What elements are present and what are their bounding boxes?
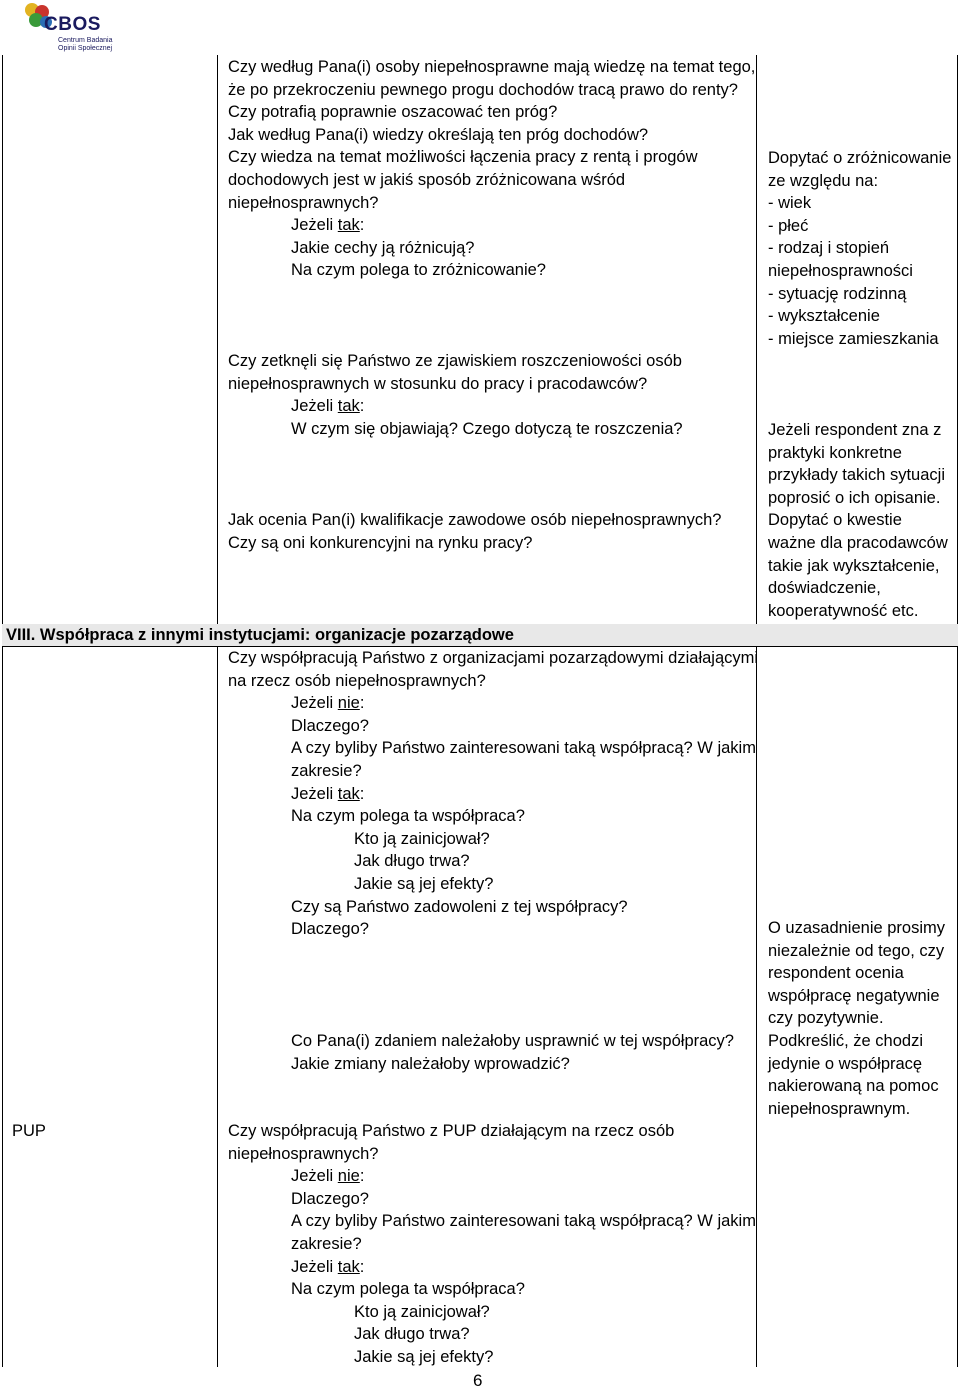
interviewer-note: - wykształcenie bbox=[768, 307, 880, 326]
interviewer-note: Dopytać o kwestie bbox=[768, 511, 902, 530]
sub-question: A czy byliby Państwo zainteresowani taką współpracą? W jakim bbox=[291, 739, 756, 758]
question-line: Czy zetknęli się Państwo ze zjawiskiem roszczeniowości osób bbox=[228, 352, 682, 370]
interviewer-note: takie jak wykształcenie, bbox=[768, 556, 940, 575]
question-line: dochodowych jest w jakiś sposób zróżnicowana wśród bbox=[228, 171, 626, 189]
condition-if-yes: Jeżeli tak: bbox=[291, 216, 365, 235]
question-line: Czy współpracują Państwo z PUP działającym na rzecz osób bbox=[228, 1122, 675, 1140]
interviewer-note: współpracę negatywnie bbox=[768, 986, 940, 1005]
interviewer-note: ważne dla pracodawców bbox=[768, 534, 948, 552]
cbos-logo bbox=[22, 0, 122, 54]
question-line: że po przekroczeniu pewnego progu dochodów tracą prawo do renty? bbox=[228, 80, 738, 99]
interviewer-note: - rodzaj i stopień bbox=[768, 239, 890, 258]
sub-question: Jakie zmiany należałoby wprowadzić? bbox=[291, 1054, 570, 1073]
sub-question: Na czym polega ta współpraca? bbox=[291, 1280, 525, 1299]
question-line: Czy są oni konkurencyjni na rynku pracy? bbox=[228, 533, 533, 552]
sub-sub-question: Kto ją zainicjował? bbox=[354, 829, 490, 848]
condition-no: nie bbox=[337, 694, 360, 713]
condition-if-no: Jeżeli nie: bbox=[291, 694, 365, 713]
interviewer-note: czy pozytywnie. bbox=[768, 1009, 884, 1028]
interviewer-note: kooperatywność etc. bbox=[768, 601, 919, 620]
question-line: Czy wiedza na temat możliwości łączenia pracy z rentą i progów bbox=[228, 148, 698, 167]
sub-question: Dlaczego? bbox=[291, 920, 369, 939]
sub-sub-question: Jak długo trwa? bbox=[354, 1325, 470, 1344]
interviewer-note: Dopytać o zróżnicowanie bbox=[768, 149, 952, 167]
condition-yes: tak bbox=[337, 1257, 360, 1276]
logo-subtitle-2: Opinii Społecznej bbox=[58, 45, 113, 52]
condition-if-yes: Jeżeli tak: bbox=[291, 1257, 365, 1276]
question-line: Jak według Pana(i) wiedzy określają ten próg dochodów? bbox=[228, 125, 649, 144]
interviewer-note: niepełnosprawnym. bbox=[768, 1099, 911, 1118]
sub-sub-question: Jak długo trwa? bbox=[354, 852, 470, 871]
condition-word: Jeżeli bbox=[291, 397, 334, 416]
table-divider-1 bbox=[217, 55, 218, 1367]
question-line: niepełnosprawnych? bbox=[228, 1144, 379, 1163]
condition-no: nie bbox=[337, 1167, 360, 1186]
condition-if-yes: Jeżeli tak: bbox=[291, 784, 365, 803]
interviewer-note: niezależnie od tego, czy bbox=[768, 941, 945, 960]
sub-question: zakresie? bbox=[291, 762, 362, 780]
logo-subtitle-1: Centrum Badania bbox=[58, 37, 113, 44]
interviewer-note: niepełnosprawności bbox=[768, 262, 913, 280]
condition-word: Jeżeli bbox=[291, 1167, 334, 1186]
sub-question: Na czym polega ta współpraca? bbox=[291, 807, 525, 826]
interviewer-note: jedynie o współpracę bbox=[768, 1054, 923, 1073]
interviewer-note: poprosić o ich opisanie. bbox=[768, 488, 941, 507]
table-divider-2 bbox=[756, 55, 757, 1367]
sub-question: W czym się objawiają? Czego dotyczą te roszczenia? bbox=[291, 419, 683, 438]
sub-sub-question: Jakie są jej efekty? bbox=[354, 875, 494, 893]
sub-question: Czy są Państwo zadowoleni z tej współpracy? bbox=[291, 897, 628, 916]
table-border-right bbox=[957, 55, 958, 1367]
sub-question: zakresie? bbox=[291, 1235, 362, 1253]
interviewer-note: nakierowaną na pomoc bbox=[768, 1077, 939, 1096]
condition-word: Jeżeli bbox=[291, 784, 334, 803]
condition-word: Jeżeli bbox=[291, 694, 334, 713]
question-line: niepełnosprawnych? bbox=[228, 193, 379, 212]
sub-sub-question: Kto ją zainicjował? bbox=[354, 1302, 490, 1321]
row-label-pup: PUP bbox=[12, 1122, 46, 1140]
interviewer-note: respondent ocenia bbox=[768, 964, 904, 983]
interviewer-note: - płeć bbox=[768, 216, 809, 235]
interviewer-note: Podkreślić, że chodzi bbox=[768, 1032, 923, 1050]
condition-word: Jeżeli bbox=[291, 1257, 334, 1276]
question-line: Czy współpracują Państwo z organizacjami pozarządowymi działającymi bbox=[228, 649, 759, 667]
condition-yes: tak bbox=[337, 784, 360, 803]
sub-sub-question: Jakie są jej efekty? bbox=[354, 1348, 494, 1366]
interviewer-note: praktyki konkretne bbox=[768, 443, 902, 462]
question-line: Jak ocenia Pan(i) kwalifikacje zawodowe osób niepełnosprawnych? bbox=[228, 511, 722, 529]
interviewer-note: - miejsce zamieszkania bbox=[768, 329, 939, 348]
sub-question: Dlaczego? bbox=[291, 716, 369, 735]
question-line: Czy według Pana(i) osoby niepełnosprawne mają wiedzę na temat tego, bbox=[228, 58, 756, 76]
sub-question: A czy byliby Państwo zainteresowani taką współpracą? W jakim bbox=[291, 1212, 756, 1231]
sub-question: Dlaczego? bbox=[291, 1189, 369, 1208]
interviewer-note: Jeżeli respondent zna z bbox=[768, 421, 942, 439]
condition-word: Jeżeli bbox=[291, 216, 334, 235]
interviewer-note: ze względu na: bbox=[768, 171, 879, 190]
interviewer-note: przykłady takich sytuacji bbox=[768, 466, 945, 485]
question-line: na rzecz osób niepełnosprawnych? bbox=[228, 671, 486, 690]
sub-question: Jakie cechy ją różnicują? bbox=[291, 238, 475, 257]
table-border-left bbox=[2, 55, 3, 1367]
question-line: niepełnosprawnych w stosunku do pracy i pracodawców? bbox=[228, 374, 648, 393]
question-line: Czy potrafią poprawnie oszacować ten próg? bbox=[228, 103, 558, 122]
section-title: VIII. Współpraca z innymi instytucjami: organizacje pozarządowe bbox=[2, 624, 958, 646]
condition-if-yes: Jeżeli tak: bbox=[291, 397, 365, 416]
sub-question: Na czym polega to zróżnicowanie? bbox=[291, 261, 546, 280]
interviewer-note: doświadczenie, bbox=[768, 579, 881, 598]
interviewer-note: - wiek bbox=[768, 194, 812, 213]
interviewer-note: - sytuację rodzinną bbox=[768, 284, 907, 303]
page-number: 6 bbox=[473, 1371, 483, 1390]
interviewer-note: O uzasadnienie prosimy bbox=[768, 919, 946, 937]
condition-yes: tak bbox=[337, 216, 360, 235]
logo-brand: CBOS bbox=[44, 14, 101, 35]
sub-question: Co Pana(i) zdaniem należałoby usprawnić w tej współpracy? bbox=[291, 1032, 734, 1050]
condition-yes: tak bbox=[337, 397, 360, 416]
condition-if-no: Jeżeli nie: bbox=[291, 1167, 365, 1186]
